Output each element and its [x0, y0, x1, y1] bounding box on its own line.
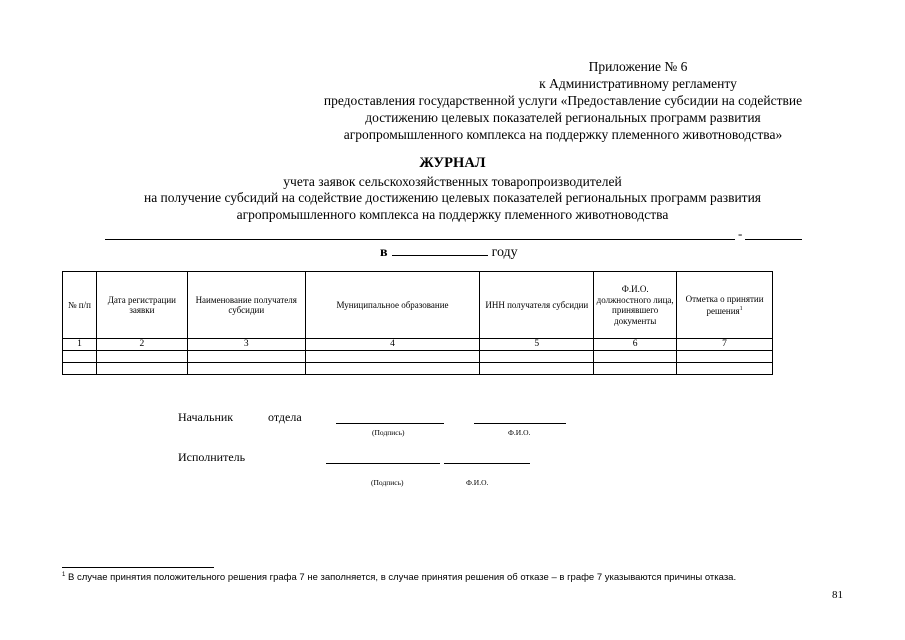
executor-signature-line [326, 463, 440, 464]
header-decision-text: Отметка о принятии решения [685, 293, 764, 316]
year-prefix: в [380, 245, 388, 260]
journal-title-block [60, 155, 845, 223]
table-cell: 4 [305, 339, 480, 351]
journal-subtitle-3: агропромышленного комплекса на поддержку племенного животноводства [236, 206, 669, 222]
table-cell [305, 363, 480, 375]
page-number: 81 [832, 589, 843, 601]
header-footnote-mark: 1 [739, 306, 743, 312]
header-inn: ИНН получателя субсидии [480, 272, 594, 339]
table-cell [305, 351, 480, 363]
table-header-row [63, 272, 773, 339]
executor-signature-caption: (Подпись) [371, 478, 404, 487]
organization-blank-short [745, 239, 802, 240]
appendix-purpose-line: достижению целевых показателей региональных программ развития [365, 110, 761, 125]
journal-title: ЖУРНАЛ [419, 155, 486, 171]
head-signature-caption: (Подпись) [372, 428, 405, 437]
executor-label: Исполнитель [178, 450, 246, 464]
footnote-mark: 1 [62, 572, 66, 578]
head-signature-line [336, 423, 444, 424]
table-cell [677, 363, 773, 375]
appendix-service-line: предоставления государственной услуги «Предоставление субсидии на содействие [323, 93, 803, 108]
table-row [63, 351, 773, 363]
head-name-caption: Ф.И.О. [508, 428, 531, 437]
year-line [380, 243, 518, 261]
header-number: № п/п [63, 272, 97, 339]
table-cell [594, 351, 677, 363]
executor-name-line [444, 463, 530, 464]
head-label-word1: Начальник [178, 410, 234, 424]
table-cell [96, 363, 187, 375]
footnote [62, 572, 736, 583]
header-municipality: Муниципальное образование [305, 272, 480, 339]
head-label-word2: отдела [268, 410, 302, 424]
header-registration-date: Дата регистрации заявки [96, 272, 187, 339]
table-row [63, 363, 773, 375]
table-cell [187, 363, 305, 375]
footnote-text: В случае принятия положительного решения графа 7 не заполняется, в случае принятия решения об отказе – в графе 7 указываются причины отказа. [65, 572, 737, 583]
table-cell [594, 363, 677, 375]
journal-subtitle-2: на получение субсидий на содействие достижению целевых показателей региональных программ развития [143, 190, 762, 205]
appendix-regulation: к Административному регламенту [539, 76, 737, 91]
appendix-header [283, 58, 843, 143]
table-cell [677, 351, 773, 363]
appendix-complex-line: агропромышленного комплекса на поддержку племенного животноводства» [343, 127, 783, 142]
header-decision-mark [677, 272, 773, 339]
year-suffix: году [491, 245, 518, 260]
table-cell: 1 [63, 339, 97, 351]
table-cell: 5 [480, 339, 594, 351]
table-cell [96, 351, 187, 363]
executor-name-caption: Ф.И.О. [466, 478, 489, 487]
year-blank [392, 243, 488, 256]
table-row-numbers [63, 339, 773, 351]
footnote-separator [62, 567, 214, 568]
table-cell: 2 [96, 339, 187, 351]
journal-table [62, 271, 773, 375]
organization-line [105, 228, 802, 242]
table-cell: 6 [594, 339, 677, 351]
table-cell: 7 [677, 339, 773, 351]
table-cell [63, 363, 97, 375]
organization-dash: - [738, 226, 743, 241]
header-recipient-name: Наименование получателя субсидии [187, 272, 305, 339]
header-official-name: Ф.И.О. должностного лица, принявшего документы [594, 272, 677, 339]
journal-subtitle-1: учета заявок сельскохозяйственных товаропроизводителей [283, 173, 622, 189]
table-cell [480, 363, 594, 375]
organization-blank [105, 239, 735, 240]
head-name-line [474, 423, 566, 424]
appendix-title: Приложение № 6 [588, 59, 688, 74]
table-cell [480, 351, 594, 363]
table-cell: 3 [187, 339, 305, 351]
table-cell [63, 351, 97, 363]
table-cell [187, 351, 305, 363]
